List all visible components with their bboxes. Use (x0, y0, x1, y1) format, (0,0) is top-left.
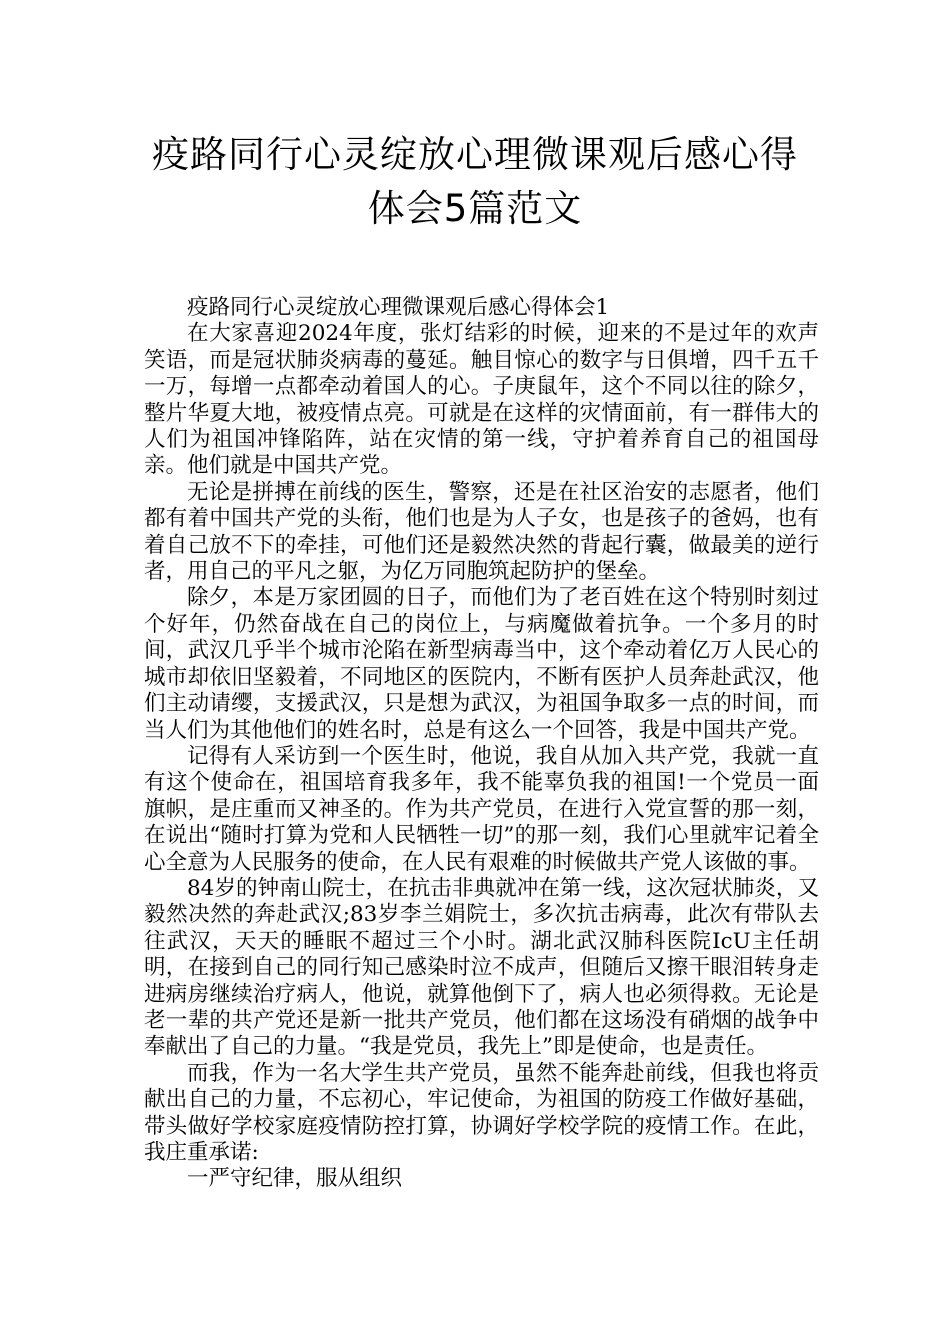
paragraph-2: 无论是拼搏在前线的医生，警察，还是在社区治安的志愿者，他们都有着中国共产党的头衔，他们也是为人子女，也是孩子的爸妈，也有着自己放不下的牵挂，可他们还是毅然决然的背起行囊，做最美的逆行者，用自己的平凡之躯，为亿万同胞筑起防护的堡垒。 (144, 479, 819, 585)
title-line-2: 体会5篇范文 (367, 187, 583, 230)
paragraph-1: 在大家喜迎2024年度，张灯结彩的时候，迎来的不是过年的欢声笑语，而是冠状肺炎病毒的蔓延。触目惊心的数字与日俱增，四千五千一万，每增一点都牵动着国人的心。子庚鼠年，这个不同以往的除夕，整片华夏大地，被疫情点亮。可就是在这样的灾情面前，有一群伟大的人们为祖国冲锋陷阵，站在灾情的第一线，守护着养育自己的祖国母亲。他们就是中国共产党。 (144, 321, 819, 479)
document-body (144, 295, 819, 1193)
title-line-1: 疫路同行心灵绽放心理微课观后感心得 (152, 133, 798, 176)
document-title (80, 128, 870, 236)
paragraph-3: 除夕，本是万家团圆的日子，而他们为了老百姓在这个特别时刻过个好年，仍然奋战在自己的岗位上，与病魔做着抗争。一个多月的时间，武汉几乎半个城市沦陷在新型病毒当中，这个牵动着亿万人民心的城市却依旧坚毅着，不同地区的医院内，不断有医护人员奔赴武汉，他们主动请缨，支援武汉，只是想为武汉，为祖国争取多一点的时间，而当人们为其他他们的姓名时，总是有这么一个回答，我是中国共产党。 (144, 585, 819, 743)
paragraph-4: 记得有人采访到一个医生时，他说，我自从加入共产党，我就一直有这个使命在，祖国培育我多年，我不能辜负我的祖国!一个党员一面旗帜，是庄重而又神圣的。作为共产党员，在进行入党宣誓的那一刻，在说出“随时打算为党和人民牺牲一切”的那一刻，我们心里就牢记着全心全意为人民服务的使命，在人民有艰难的时候做共产党人该做的事。 (144, 743, 819, 875)
paragraph-7: 一严守纪律，服从组织 (187, 1166, 403, 1192)
paragraph-6: 而我，作为一名大学生共产党员，虽然不能奔赴前线，但我也将贡献出自己的力量，不忘初心，牢记使命，为祖国的防疫工作做好基础，带头做好学校家庭疫情防控打算，协调好学校学院的疫情工作。在此，我庄重承诺: (144, 1060, 819, 1165)
paragraph-5: 84岁的钟南山院士，在抗击非典就冲在第一线，这次冠状肺炎，又毅然决然的奔赴武汉;83岁李兰娟院士，多次抗击病毒，此次有带队去往武汉，天天的睡眠不超过三个小时。湖北武汉肺科医院IcU主任胡明，在接到自己的同行知己感染时泣不成声，但随后又擦干眼泪转身走进病房继续治疗病人，他说，就算他倒下了，病人也必须得救。无论是老一辈的共产党还是新一批共产党员，他们都在这场没有硝烟的战争中奉献出了自己的力量。“我是党员，我先上”即是使命，也是责任。 (144, 875, 819, 1060)
section-heading: 疫路同行心灵绽放心理微课观后感心得体会1 (187, 295, 610, 320)
